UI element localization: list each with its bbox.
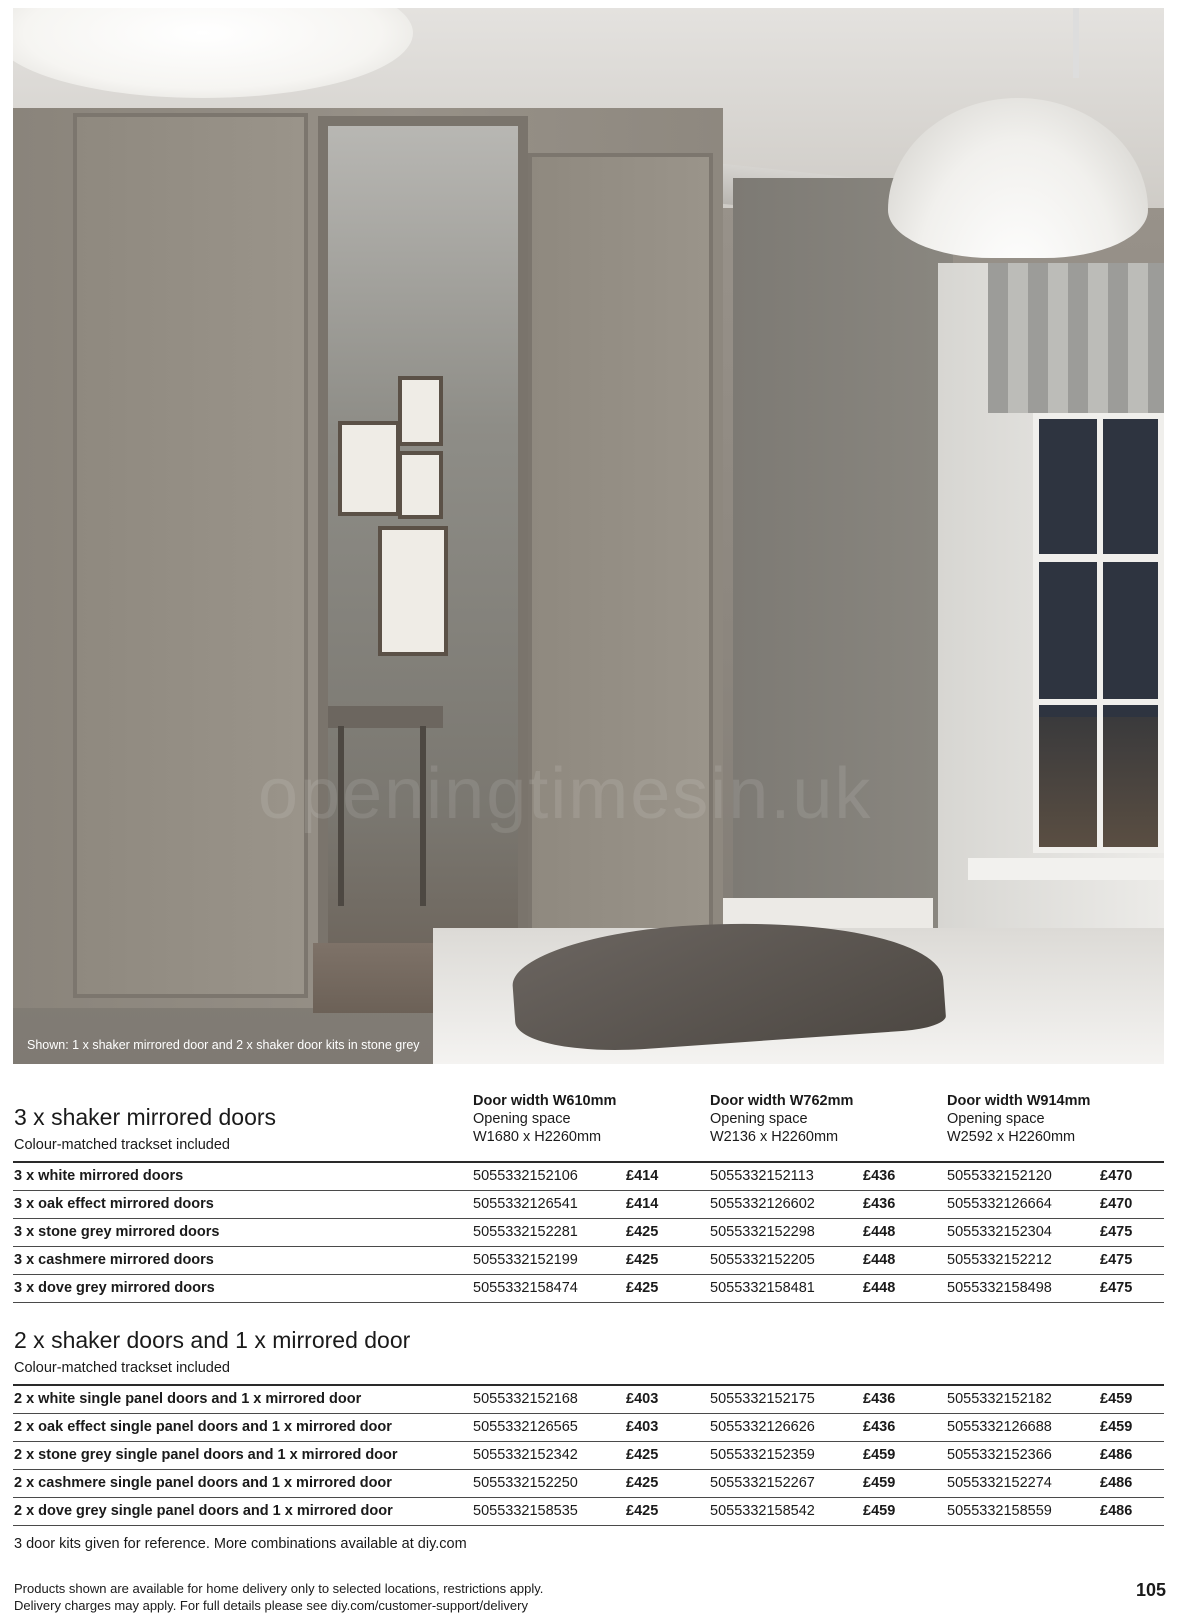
window-sill <box>968 858 1164 880</box>
footer-line: Delivery charges may apply. For full details please see diy.com/customer-support/delivery <box>14 1598 528 1613</box>
column-title: Door width W914mm <box>947 1093 1091 1109</box>
table-row: 3 x cashmere mirrored doors 5055332152199 £425 5055332152205 £448 5055332152212 £475 <box>14 1252 1133 1268</box>
column-line1: Opening space <box>947 1111 1045 1127</box>
table-row: 2 x dove grey single panel doors and 1 x mirrored door 5055332158535 £425 5055332158542 £459 5055332158559 £486 <box>14 1503 1133 1519</box>
table-row: 2 x cashmere single panel doors and 1 x mirrored door 5055332152250 £425 5055332152267 £459 5055332152274 £486 <box>14 1475 1133 1491</box>
table-row: 3 x white mirrored doors 5055332152106 £414 5055332152113 £436 5055332152120 £470 <box>14 1168 1133 1184</box>
column-title: Door width W610mm <box>473 1093 617 1109</box>
column-title: Door width W762mm <box>710 1093 854 1109</box>
section-title: 3 x shaker mirrored doors <box>14 1104 277 1130</box>
table-row: 2 x oak effect single panel doors and 1 x mirrored door 5055332126565 £403 5055332126626 £436 5055332126688 £459 <box>14 1419 1133 1435</box>
column-line2: W2592 x H2260mm <box>947 1129 1076 1145</box>
table-row: 3 x dove grey mirrored doors 5055332158474 £425 5055332158481 £448 5055332158498 £475 <box>14 1280 1133 1296</box>
column-line2: W2136 x H2260mm <box>710 1129 839 1145</box>
column-line1: Opening space <box>710 1111 808 1127</box>
image-caption: Shown: 1 x shaker mirrored door and 2 x shaker door kits in stone grey <box>27 1038 420 1052</box>
footer-line: Products shown are available for home delivery only to selected locations, restrictions apply. <box>14 1581 544 1596</box>
watermark: openingtimesin.uk <box>258 754 873 834</box>
hero-image <box>13 8 1164 1064</box>
shaker-door-left <box>73 113 308 998</box>
shaker-door-right <box>528 153 713 983</box>
column-header-914 <box>947 1092 1090 1146</box>
table-row: 2 x stone grey single panel doors and 1 x mirrored door 5055332152342 £425 5055332152359 £459 5055332152366 £486 <box>14 1447 1133 1463</box>
section-title: 2 x shaker doors and 1 x mirrored door <box>14 1327 411 1353</box>
column-line2: W1680 x H2260mm <box>473 1129 602 1145</box>
table-row: 2 x white single panel doors and 1 x mirrored door 5055332152168 £403 5055332152175 £436 5055332152182 £459 <box>14 1391 1133 1407</box>
roman-blind <box>988 263 1164 413</box>
column-header-610 <box>473 1092 616 1146</box>
column-line1: Opening space <box>473 1111 571 1127</box>
window <box>1033 413 1164 853</box>
section-subtitle: Colour-matched trackset included <box>14 1137 230 1153</box>
column-header-762 <box>710 1092 853 1146</box>
table-row: 3 x oak effect mirrored doors 5055332126541 £414 5055332126602 £436 5055332126664 £470 <box>14 1196 1133 1212</box>
footer-disclaimer <box>14 1580 543 1614</box>
table-row: 3 x stone grey mirrored doors 5055332152281 £425 5055332152298 £448 5055332152304 £475 <box>14 1224 1133 1240</box>
page-number: 105 <box>1135 1580 1166 1600</box>
reference-note: 3 door kits given for reference. More combinations available at diy.com <box>14 1536 467 1552</box>
mirrored-door <box>318 116 528 996</box>
section-subtitle: Colour-matched trackset included <box>14 1360 230 1376</box>
